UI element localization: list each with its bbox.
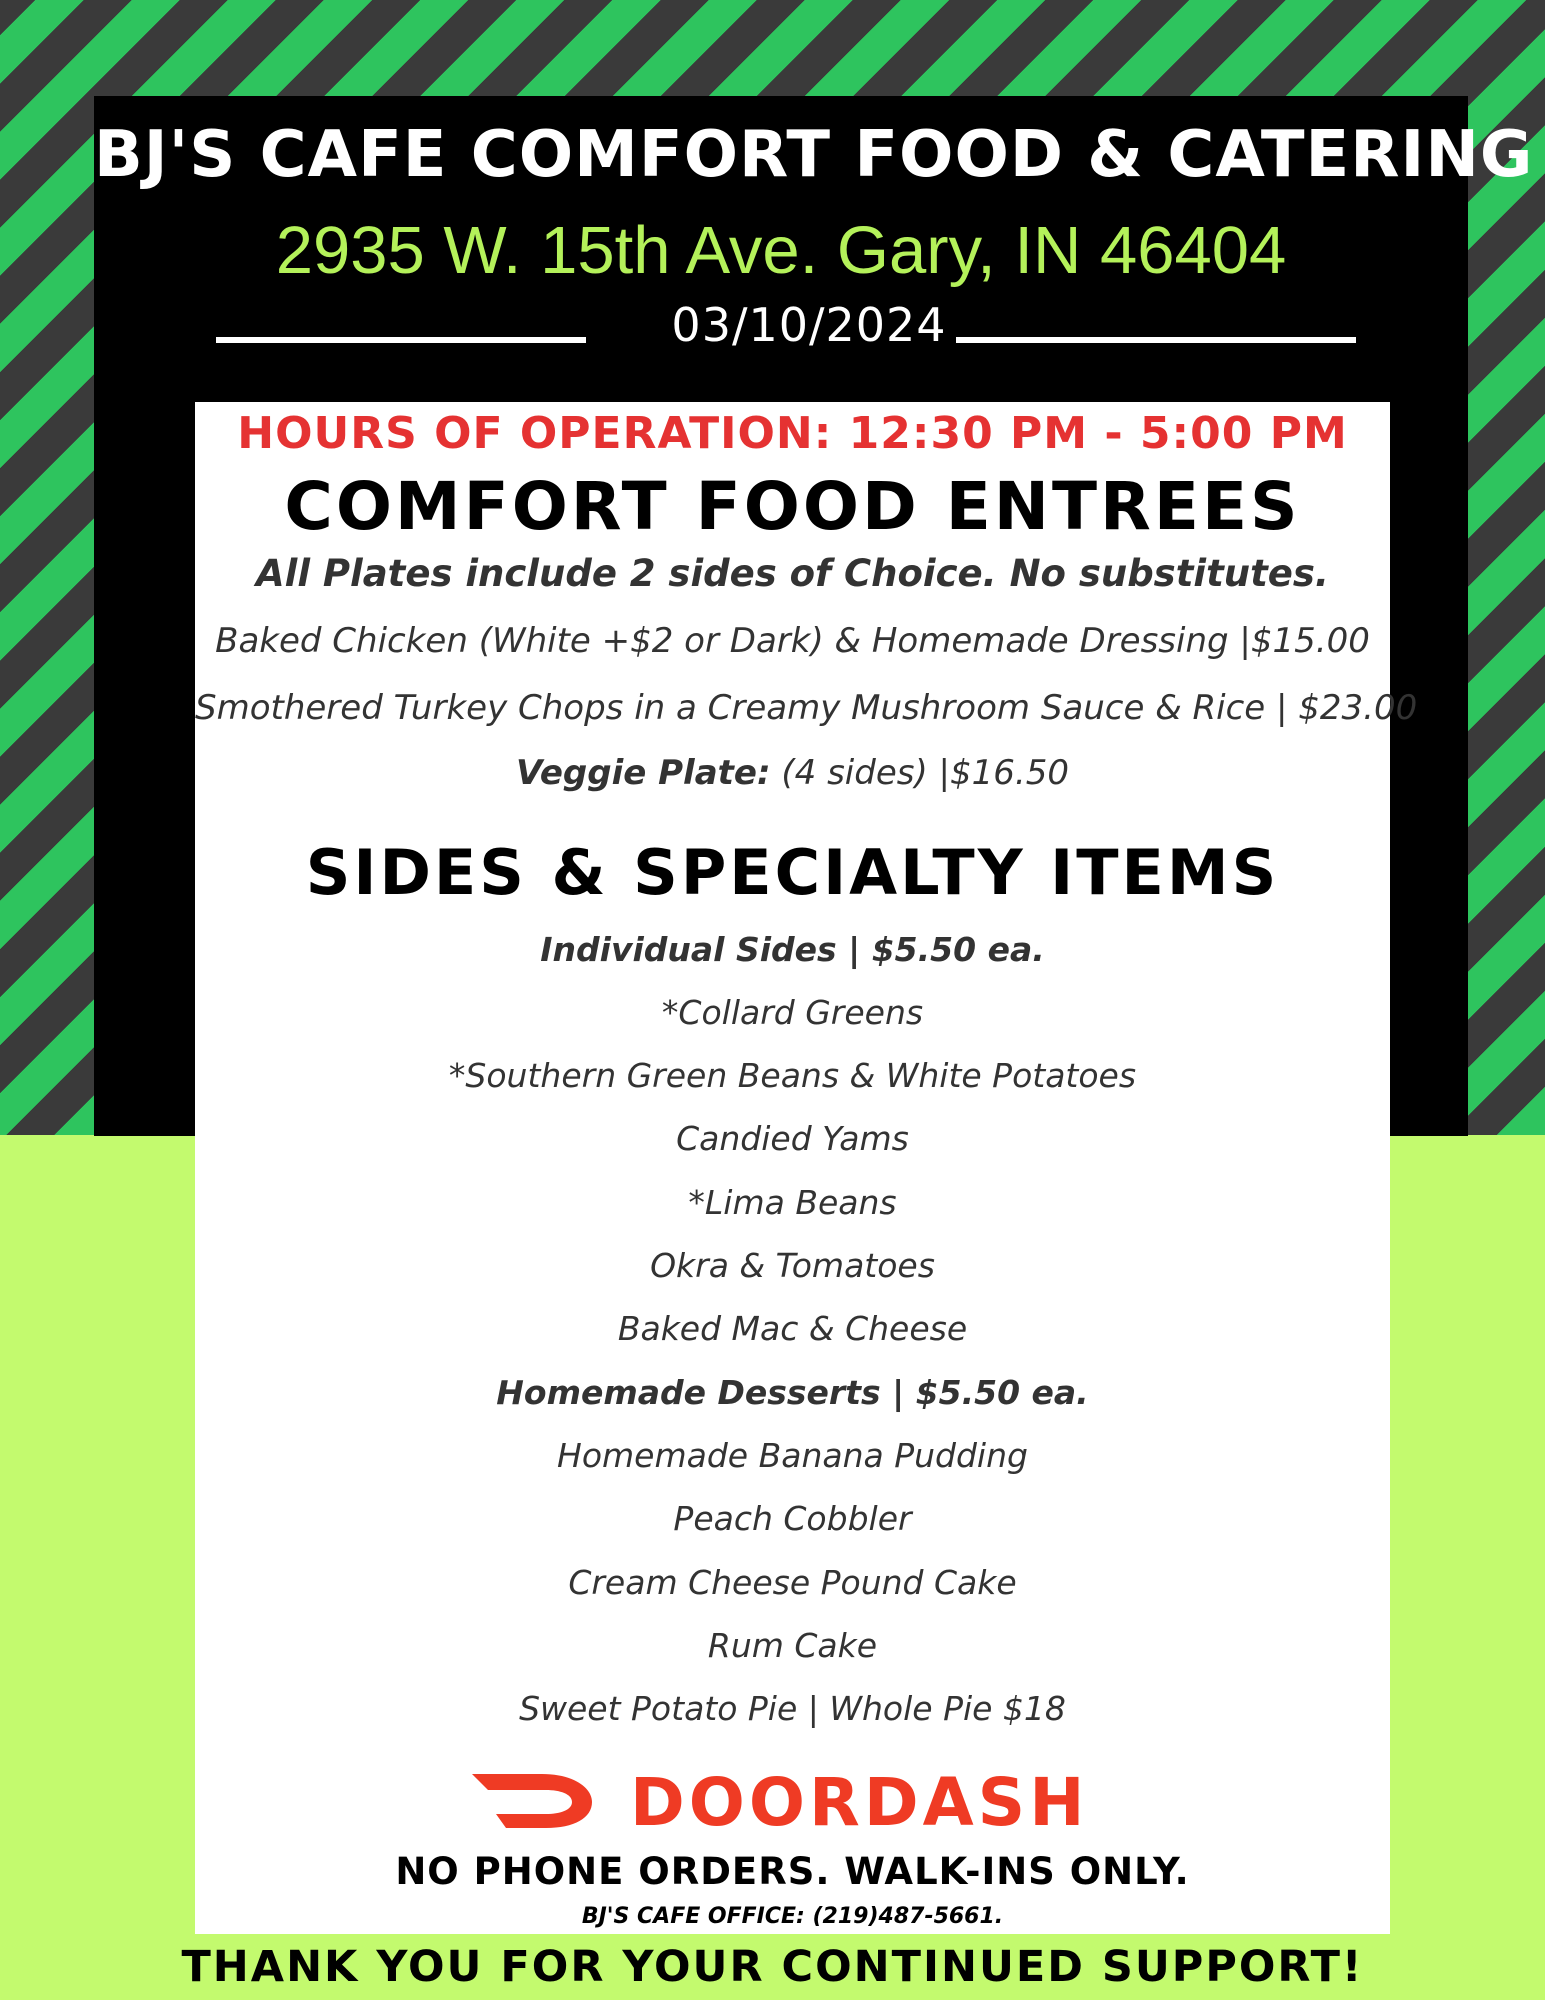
- side-item: *Collard Greens: [661, 993, 924, 1032]
- entrees-heading: COMFORT FOOD ENTREES: [284, 468, 1301, 545]
- side-item: *Lima Beans: [688, 1183, 897, 1222]
- individual-sides-header: Individual Sides | $5.50 ea.: [540, 930, 1045, 969]
- no-phone-orders: NO PHONE ORDERS. WALK-INS ONLY.: [395, 1850, 1190, 1893]
- veggie-plate-details: (4 sides) |$16.50: [770, 753, 1069, 793]
- hours-of-operation: HOURS OF OPERATION: 12:30 PM - 5:00 PM: [237, 408, 1348, 459]
- thank-you-message: THANK YOU FOR YOUR CONTINUED SUPPORT!: [181, 1942, 1364, 1992]
- office-phone: BJ'S CAFE OFFICE: (219)487-5661.: [581, 1904, 1004, 1929]
- dessert-item: Sweet Potato Pie | Whole Pie $18: [519, 1689, 1066, 1728]
- entree-item: Smothered Turkey Chops in a Creamy Mushroom Sauce & Rice | $23.00: [195, 688, 1418, 728]
- side-item: Okra & Tomatoes: [650, 1246, 935, 1285]
- entree-item: Baked Chicken (White +$2 or Dark) & Homemade Dressing |$15.00: [215, 621, 1370, 661]
- sides-heading: SIDES & SPECIALTY ITEMS: [305, 836, 1280, 909]
- cafe-title: BJ'S CAFE COMFORT FOOD & CATERING: [94, 118, 1534, 192]
- doordash-logo-icon: [466, 1770, 596, 1830]
- dessert-item: Peach Cobbler: [673, 1499, 912, 1538]
- cafe-address: 2935 W. 15th Ave. Gary, IN 46404: [275, 213, 1287, 288]
- dessert-item: Homemade Banana Pudding: [557, 1436, 1028, 1475]
- menu-date: 03/10/2024: [671, 298, 947, 352]
- divider-left: [216, 337, 586, 343]
- dessert-item: Cream Cheese Pound Cake: [568, 1563, 1017, 1602]
- desserts-header: Homemade Desserts | $5.50 ea.: [496, 1373, 1089, 1412]
- dessert-item: Rum Cake: [707, 1626, 878, 1665]
- side-item: Candied Yams: [676, 1119, 909, 1158]
- divider-right: [956, 337, 1356, 343]
- side-item: Baked Mac & Cheese: [617, 1309, 968, 1348]
- doordash-wordmark: DOORDASH: [630, 1764, 1089, 1841]
- veggie-plate-label: Veggie Plate:: [516, 753, 771, 793]
- plates-note: All Plates include 2 sides of Choice. No substitutes.: [256, 552, 1329, 595]
- veggie-plate-item: [195, 753, 1390, 793]
- side-item: *Southern Green Beans & White Potatoes: [448, 1056, 1137, 1095]
